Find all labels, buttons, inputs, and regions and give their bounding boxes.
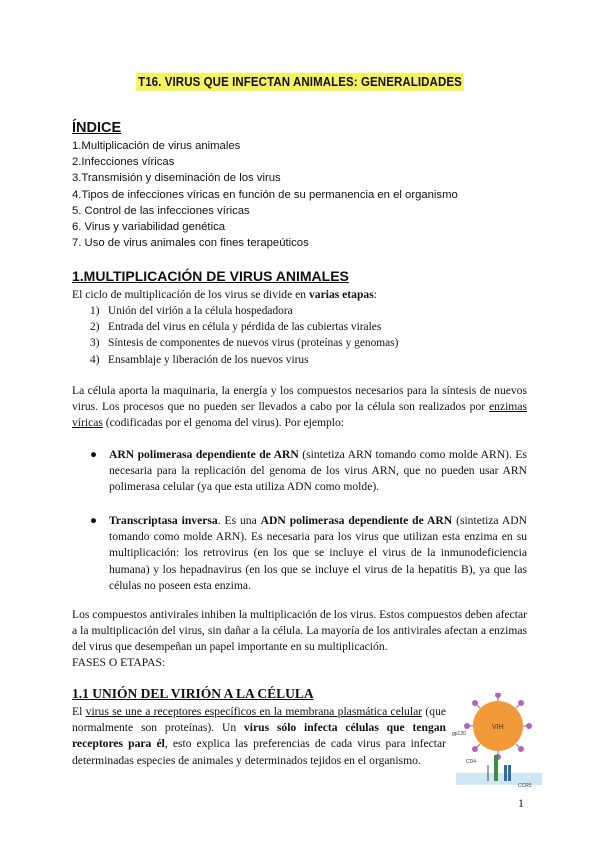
cd4-receptor: [494, 755, 498, 781]
phases-label: FASES O ETAPAS:: [72, 656, 166, 669]
page-number: 1: [518, 796, 524, 810]
index-heading: ÍNDICE: [72, 120, 122, 136]
step-text: Entrada del virus en célula y pérdida de las cubiertas virales: [108, 321, 382, 334]
cycle-intro-text: El ciclo de multiplicación de los virus se divide en: [72, 288, 309, 301]
para-text: (codificadas por el genoma del virus). Por ejemplo:: [102, 416, 345, 430]
cycle-intro-colon: :: [373, 288, 377, 301]
bullet-body: (sintetiza ADN tomando como molde ARN). Es necesaria para los virus que utilizan esta enzima en su multiplicación: los retrovirus (en los que se incluye el virus de la inmunodeficiencia humana) y los hepadnavirus (en los que se incluye el virus de la hepatitis B), ya que las células no poseen esta enzima.: [109, 514, 527, 592]
section-1-heading: 1.MULTIPLICACIÓN DE VIRUS ANIMALES: [72, 268, 349, 284]
step-text: Unión del virión a la célula hospedadora: [108, 305, 293, 317]
step-number: 4): [90, 353, 100, 366]
para-text: , esto explica las preferencias de cada virus para infectar determinadas especies de animales y determinados tejidos en el organismo.: [72, 737, 446, 767]
bullet-arn-polimerasa: [90, 447, 527, 496]
ccr5-coreceptor: [504, 765, 507, 781]
hiv-receptor-figure: [452, 693, 544, 791]
paragraph-union: [72, 704, 446, 769]
paragraph-antivirals: [72, 607, 527, 656]
bullet-bold: ADN polimerasa dependiente de ARN: [260, 514, 453, 527]
step-text: Ensamblaje y liberación de los nuevos virus: [108, 353, 309, 366]
para-text: (que normalmente son proteínas). Un: [72, 705, 447, 735]
label-vih: VIH: [492, 724, 504, 731]
paragraph-cell-machinery: [72, 383, 527, 432]
index-item: 3.Transmisión y diseminación de los virus: [72, 172, 281, 185]
bullet-bold: Transcriptasa inversa: [109, 514, 218, 527]
steps-list: [90, 303, 398, 368]
bullet-text: [109, 513, 527, 594]
title-container: [0, 73, 600, 91]
para-text: Los compuestos antivirales inhiben la multiplicación de los virus. Estos compuestos deben afectar a la multiplicación del virus, sin dañar a la célula. La mayoría de los antivirales afectan a enzimas del virus que desempeñan un papel importante en su multiplicación.: [72, 608, 527, 654]
para-underlined: enzimas víricas: [72, 400, 527, 430]
label-gp120: gp120: [452, 731, 466, 737]
bullet-body: (sintetiza ARN tomando como molde ARN). Es necesaria para la replicación del genoma de los virus ARN, que no pueden usar ARN polimerasa celular (ya que esta utiliza ADN como molde).: [109, 448, 527, 494]
cycle-intro-bold: varias etapas: [308, 288, 374, 301]
list-item: [90, 303, 398, 319]
ccr5-coreceptor: [508, 765, 511, 781]
index-item: 5. Control de las infecciones víricas: [72, 204, 250, 217]
step-text: Síntesis de componentes de nuevos virus (proteínas y genomas): [108, 337, 399, 350]
index-list: [72, 138, 458, 251]
bullet-text: [109, 447, 527, 496]
bullet-body: . Es una: [217, 514, 261, 527]
list-item: [90, 319, 398, 335]
bullet-bold: ARN polimerasa dependiente de ARN: [109, 448, 299, 461]
document-title: T16. VIRUS QUE INFECTAN ANIMALES: GENERALIDADES: [138, 75, 462, 89]
para-underlined: virus se une a receptores específicos en la membrana plasmática celular: [85, 705, 423, 718]
list-item: [90, 352, 398, 368]
list-item: [90, 335, 398, 351]
bullet-dot-icon: ●: [90, 514, 98, 527]
index-item: 2.Infecciones víricas: [72, 156, 175, 169]
section-1-1-heading: 1.1 UNIÓN DEL VIRIÓN A LA CÉLULA: [72, 686, 314, 701]
step-number: 1): [90, 305, 100, 317]
step-number: 2): [90, 321, 100, 334]
index-item: 6. Virus y variabilidad genética: [72, 221, 226, 234]
index-item: 1.Multiplicación de virus animales: [72, 140, 241, 152]
index-item: 4.Tipos de infecciones víricas en función de su permanencia en el organismo: [72, 188, 458, 201]
step-number: 3): [90, 337, 100, 350]
index-item: 7. Uso de virus animales con fines terapeúticos: [72, 237, 309, 250]
bullet-transcriptasa: [90, 513, 527, 594]
para-text: La célula aporta la maquinaria, la energía y los compuestos necesarios para la síntesis de nuevos virus. Los procesos que no pueden ser llevados a cabo por la célula son realizados por: [72, 384, 527, 414]
bullet-dot-icon: ●: [90, 448, 98, 461]
cycle-intro: [72, 287, 527, 303]
para-text: El: [72, 705, 86, 718]
label-ccr5: CCR5: [518, 783, 532, 789]
label-cd4: CD4: [466, 759, 477, 765]
para-bold: virus sólo infecta células que tengan receptores para él: [72, 721, 447, 751]
